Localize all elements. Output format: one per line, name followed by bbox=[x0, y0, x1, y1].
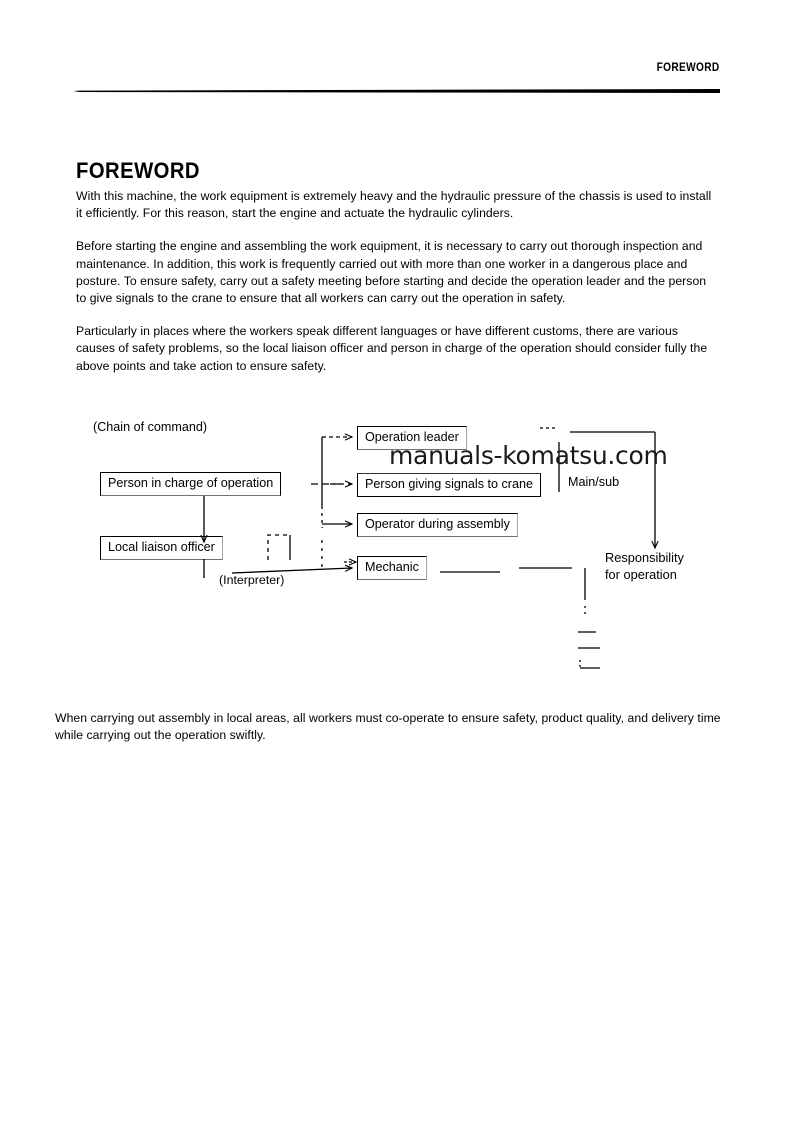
paragraph-1: With this machine, the work equipment is extremely heavy and the hydraulic pressure of the chassis is used to install it efficiently. For this reason, start the engine and actuate the hydraulic cylinders. bbox=[76, 189, 712, 221]
diagram-annotation-main-sub: Main/sub bbox=[568, 475, 620, 489]
diagram-box-operator-during-assembly: Operator during assembly bbox=[357, 513, 518, 537]
diagram-box-person-in-charge: Person in charge of operation bbox=[100, 472, 281, 496]
diagram-annotation-responsibility bbox=[605, 549, 684, 583]
header-rule bbox=[73, 89, 720, 93]
diagram-caption: (Chain of command) bbox=[93, 420, 208, 434]
responsibility-line-2: for operation bbox=[605, 567, 677, 582]
body-copy bbox=[76, 188, 728, 375]
diagram-annotation-interpreter: (Interpreter) bbox=[219, 573, 285, 587]
closing-copy bbox=[55, 710, 745, 744]
paragraph-2: Before starting the engine and assembling the work equipment, it is necessary to carry out thorough inspection and maintenance. In addition, this work is frequently carried out with more than one worker in a dangerous place and posture. To ensure safety, carry out a safety meeting before starting and decide the operation leader and the person to give signals to the crane to ensure that all workers can carry out the operation in safety. bbox=[76, 239, 707, 306]
running-head-label: FOREWORD bbox=[657, 62, 720, 74]
paragraph-3: Particularly in places where the workers speak different languages or have different customs, there are various causes of safety problems, so the local liaison officer and person in charge of the operation should consider fully the above points and take action to ensure safety. bbox=[76, 324, 708, 373]
diagram-box-operation-leader: Operation leader bbox=[357, 426, 467, 450]
page-header bbox=[0, 62, 793, 96]
page-title: FOREWORD bbox=[76, 157, 200, 183]
diagram-box-person-giving-signals-to-crane: Person giving signals to crane bbox=[357, 473, 541, 497]
diagram-box-local-liaison-officer: Local liaison officer bbox=[100, 536, 223, 560]
diagram-box-mechanic: Mechanic bbox=[357, 556, 427, 580]
closing-paragraph: When carrying out assembly in local areas, all workers must co-operate to ensure safety, product quality, and delivery time while carrying out the operation swiftly. bbox=[55, 711, 721, 743]
watermark-text: manuals-komatsu.com bbox=[389, 441, 668, 470]
responsibility-line-1: Responsibility bbox=[605, 550, 684, 565]
